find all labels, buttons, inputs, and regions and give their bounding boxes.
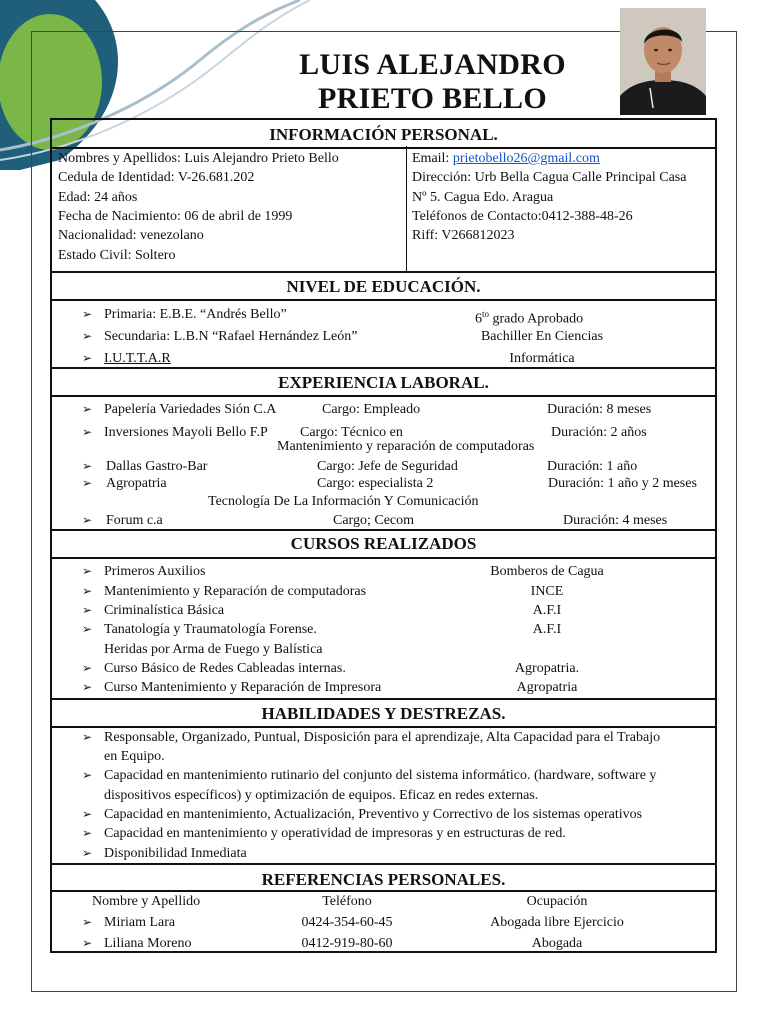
experience-company: Agropatria [106,476,167,491]
bullet-icon: ➢ [82,329,93,343]
divider [52,529,715,531]
bullet-icon: ➢ [82,564,93,578]
skills-section-title: HABILIDADES Y DESTREZAS. [261,704,506,723]
bullet-icon: ➢ [82,584,93,598]
bullet-icon: ➢ [82,425,93,439]
email-label: Email: [412,151,453,166]
course-org: A.F.I [532,603,562,618]
skill-text: en Equipo. [104,749,165,764]
experience-duration: Duración: 8 meses [547,402,652,417]
experience-role: Cargo: Jefe de Seguridad [317,459,458,474]
experience-duration: Duración: 2 años [551,425,647,440]
courses-section-title: CURSOS REALIZADOS [290,534,477,553]
education-section-title: NIVEL DE EDUCACIÓN. [286,277,481,296]
experience-detail: Tecnología De La Información Y Comunicación [208,494,479,509]
email-link[interactable]: prietobello26@gmail.com [452,151,600,166]
ref-header-phone: Teléfono [322,894,372,909]
experience-section-title: EXPERIENCIA LABORAL. [278,373,489,392]
ref-name: Miriam Lara [104,915,176,930]
bullet-icon: ➢ [82,915,93,929]
column-divider [406,146,407,271]
experience-detail: Mantenimiento y reparación de computadoras [277,439,535,454]
experience-role: Cargo; Cecom [333,513,415,528]
personal-field: Nacionalidad: venezolano [58,228,204,243]
course-org: A.F.I [532,622,562,637]
personal-field: Edad: 24 años [58,190,138,205]
experience-company: Dallas Gastro-Bar [106,459,208,474]
bullet-icon: ➢ [82,826,93,840]
divider [52,698,715,700]
divider [52,299,715,301]
skill-text: Capacidad en mantenimiento, Actualización, Preventivo y Correctivo de los sistemas operativos [104,807,643,822]
bullet-icon: ➢ [82,351,93,365]
personal-field: Estado Civil: Soltero [58,248,176,263]
personal-field: Cedula de Identidad: V-26.681.202 [58,170,255,185]
bullet-icon: ➢ [82,402,93,416]
bullet-icon: ➢ [82,807,93,821]
ref-phone: 0424-354-60-45 [301,915,393,930]
course-org: INCE [530,584,564,599]
skill-text: Disponibilidad Inmediata [104,846,247,861]
course-name: Curso Básico de Redes Cableadas internas. [104,661,346,676]
bullet-icon: ➢ [82,622,93,636]
bullet-icon: ➢ [82,459,93,473]
bullet-icon: ➢ [82,603,93,617]
bullet-icon: ➢ [82,936,93,950]
course-name: Curso Mantenimiento y Reparación de Impresora [104,680,382,695]
experience-duration: Duración: 1 año [547,459,638,474]
education-school: Secundaria: L.B.N “Rafael Hernández León” [104,329,358,344]
rif-field: Riff: V266812023 [412,228,515,243]
course-name: Mantenimiento y Reparación de computadoras [104,584,367,599]
experience-company: Inversiones Mayoli Bello F.P [104,425,268,440]
course-org: Agropatria. [514,661,580,676]
education-school: Primaria: E.B.E. “Andrés Bello” [104,307,287,322]
ref-phone: 0412-919-80-60 [301,936,393,951]
skill-text: Capacidad en mantenimiento rutinario del conjunto del sistema informático. (hardware, software y [104,768,657,783]
address-line-2: Nº 5. Cagua Edo. Aragua [412,190,554,205]
skill-text: dispositivos específicos) y optimización de equipos. Eficaz en redes externas. [104,788,539,803]
course-org: Bomberos de Cagua [490,564,604,579]
education-result: Informática [509,351,575,366]
divider [52,271,715,273]
address-line-1: Dirección: Urb Bella Cagua Calle Principal Casa [412,170,687,185]
references-section-title: REFERENCIAS PERSONALES. [261,870,506,889]
ref-header-name: Nombre y Apellido [92,894,201,909]
ref-job: Abogada libre Ejercicio [490,915,624,930]
experience-company: Papelería Variedades Sión C.A [104,402,277,417]
divider [52,367,715,369]
bullet-icon: ➢ [82,680,93,694]
cv-table [50,118,717,953]
education-result: Bachiller En Ciencias [480,329,604,344]
course-name: Primeros Auxilios [104,564,206,579]
skill-text: Responsable, Organizado, Puntual, Disposición para el aprendizaje, Alta Capacidad para el Trabajo [104,730,661,745]
person-silhouette-icon [620,8,706,115]
personal-field: Fecha de Nacimiento: 06 de abril de 1999 [58,209,293,224]
experience-company: Forum c.a [106,513,163,528]
bullet-icon: ➢ [82,768,93,782]
bullet-icon: ➢ [82,307,93,321]
experience-role: Cargo: Empleado [322,402,421,417]
ref-name: Liliana Moreno [104,936,192,951]
experience-role: Cargo: especialista 2 [317,476,434,491]
course-name: Criminalística Básica [104,603,225,618]
bullet-icon: ➢ [82,513,93,527]
course-detail: Heridas por Arma de Fuego y Balística [104,642,323,657]
bullet-icon: ➢ [82,661,93,675]
ref-job: Abogada [531,936,583,951]
personal-field: Nombres y Apellidos: Luis Alejandro Prieto Bello [58,151,339,166]
course-name: Tanatología y Traumatología Forense. [104,622,317,637]
experience-duration: Duración: 1 año y 2 meses [548,476,697,491]
profile-photo [620,8,706,115]
divider [52,395,715,397]
experience-duration: Duración: 4 meses [563,513,668,528]
email-row [412,149,600,168]
experience-role: Cargo: Técnico en [300,425,403,440]
name-line-1: LUIS ALEJANDRO [299,48,566,81]
bullet-icon: ➢ [82,730,93,744]
divider [52,863,715,865]
phone-field: Teléfonos de Contacto:0412-388-48-26 [412,209,633,224]
bullet-icon: ➢ [82,476,93,490]
name-line-2: PRIETO BELLO [318,82,547,115]
candidate-name [240,48,625,116]
course-org: Agropatria [516,680,578,695]
ref-header-job: Ocupación [526,894,588,909]
education-school: I.U.T.T.A.R [104,351,171,366]
personal-section-title: INFORMACIÓN PERSONAL. [269,125,498,144]
divider [52,557,715,559]
bullet-icon: ➢ [82,846,93,860]
skill-text: Capacidad en mantenimiento y operatividad de impresoras y en estructuras de red. [104,826,566,841]
education-result: $6^{to}$ grado Aprobado [475,309,584,327]
